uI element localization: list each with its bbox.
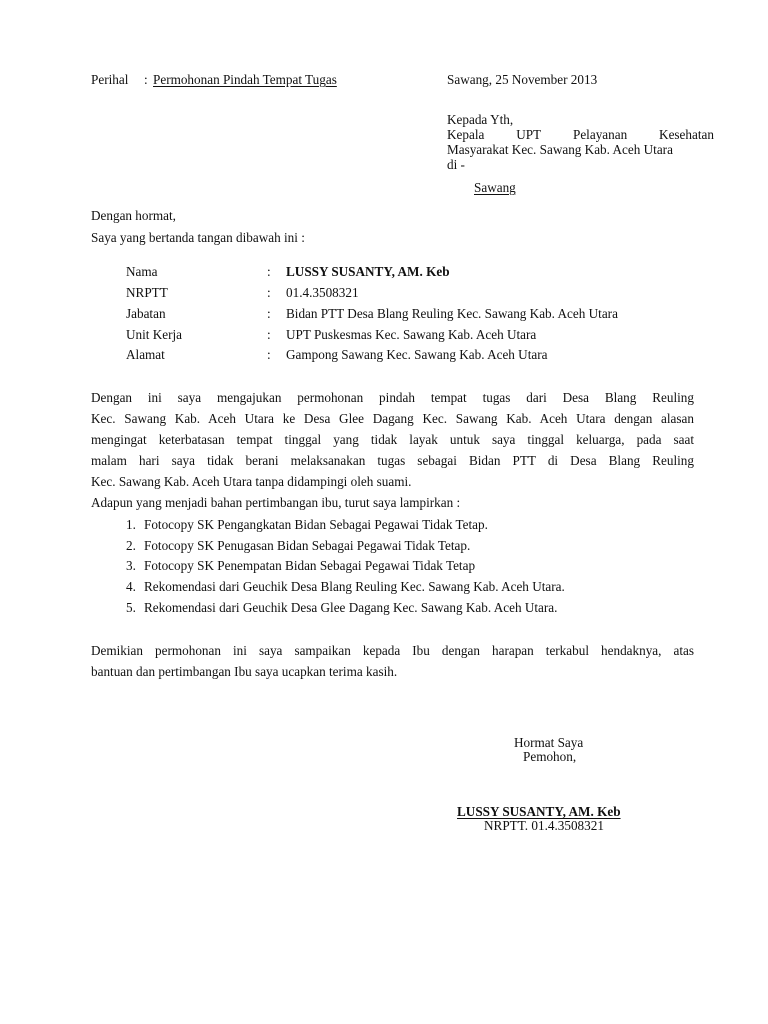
field-label-nama: Nama: [126, 264, 158, 279]
recipient-office: Masyarakat Kec. Sawang Kab. Aceh Utara: [447, 142, 673, 157]
signature-role: Pemohon,: [523, 749, 577, 764]
paragraph-line: Kec. Sawang Kab. Aceh Utara ke Desa Glee Dagang Kec. Sawang Kab. Aceh Utara dengan alasan: [91, 411, 694, 426]
field-label-nrptt: NRPTT: [126, 285, 168, 300]
field-colon: :: [267, 264, 271, 279]
field-value-nrptt: 01.4.3508321: [286, 285, 359, 300]
list-item: Fotocopy SK Pengangkatan Bidan Sebagai Pegawai Tidak Tetap.: [144, 517, 488, 532]
paragraph-line: malam hari saya tidak berani melaksanakan tugas sebagai Bidan PTT di Desa Blang Reuling: [91, 453, 694, 468]
field-value-jabatan: Bidan PTT Desa Blang Reuling Kec. Sawang Kab. Aceh Utara: [286, 306, 618, 321]
field-colon: :: [267, 347, 271, 362]
recipient-title-line: [447, 127, 714, 143]
field-colon: :: [267, 306, 271, 321]
closing-line: Demikian permohonan ini saya sampaikan kepada Ibu dengan harapan terkabul hendaknya, atas: [91, 643, 694, 658]
field-label-unit-kerja: Unit Kerja: [126, 327, 183, 342]
recipient-di: di -: [447, 157, 465, 172]
paragraph-line: Kec. Sawang Kab. Aceh Utara tanpa didampingi oleh suami.: [91, 474, 412, 489]
recipient-word: UPT: [516, 127, 542, 142]
signature-name: LUSSY SUSANTY, AM. Keb: [457, 804, 621, 819]
field-value-alamat: Gampong Sawang Kec. Sawang Kab. Aceh Utara: [286, 347, 548, 362]
recipient-word: Kesehatan: [659, 127, 714, 142]
closing-line: bantuan dan pertimbangan Ibu saya ucapkan terima kasih.: [91, 664, 398, 679]
paragraph-line: mengingat keterbatasan tempat tinggal yang tidak layak untuk saya tinggal keluarga, pada saat: [91, 432, 694, 447]
perihal-label: Perihal: [91, 72, 129, 87]
field-colon: :: [267, 285, 271, 300]
perihal-value: Permohonan Pindah Tempat Tugas: [153, 72, 337, 87]
list-item: Rekomendasi dari Geuchik Desa Blang Reuling Kec. Sawang Kab. Aceh Utara.: [144, 579, 565, 594]
place-date: Sawang, 25 November 2013: [447, 72, 598, 87]
recipient-greeting: Kepada Yth,: [447, 112, 514, 127]
field-value-unit-kerja: UPT Puskesmas Kec. Sawang Kab. Aceh Utara: [286, 327, 537, 342]
recipient-word: Kepala: [447, 127, 485, 142]
list-number: 4.: [126, 579, 136, 594]
field-label-jabatan: Jabatan: [126, 306, 166, 321]
attachments-intro: Adapun yang menjadi bahan pertimbangan ibu, turut saya lampirkan :: [91, 495, 461, 510]
paragraph-line: Dengan ini saya mengajukan permohonan pindah tempat tugas dari Desa Blang Reuling: [91, 390, 694, 405]
signature-regards: Hormat Saya: [514, 735, 584, 750]
recipient-word: Pelayanan: [572, 127, 628, 142]
list-number: 2.: [126, 538, 136, 553]
list-number: 1.: [126, 517, 136, 532]
greeting: Dengan hormat,: [91, 208, 176, 223]
recipient-city: Sawang: [474, 180, 516, 195]
list-number: 3.: [126, 558, 136, 573]
field-value-nama: LUSSY SUSANTY, AM. Keb: [286, 264, 450, 279]
intro-line: Saya yang bertanda tangan dibawah ini :: [91, 230, 305, 245]
field-label-alamat: Alamat: [126, 347, 165, 362]
list-item: Fotocopy SK Penugasan Bidan Sebagai Pegawai Tidak Tetap.: [144, 538, 471, 553]
list-item: Fotocopy SK Penempatan Bidan Sebagai Pegawai Tidak Tetap: [144, 558, 476, 573]
perihal-colon: :: [144, 72, 148, 87]
list-item: Rekomendasi dari Geuchik Desa Glee Dagang Kec. Sawang Kab. Aceh Utara.: [144, 600, 558, 615]
field-colon: :: [267, 327, 271, 342]
list-number: 5.: [126, 600, 136, 615]
signature-nrptt: NRPTT. 01.4.3508321: [484, 818, 604, 833]
